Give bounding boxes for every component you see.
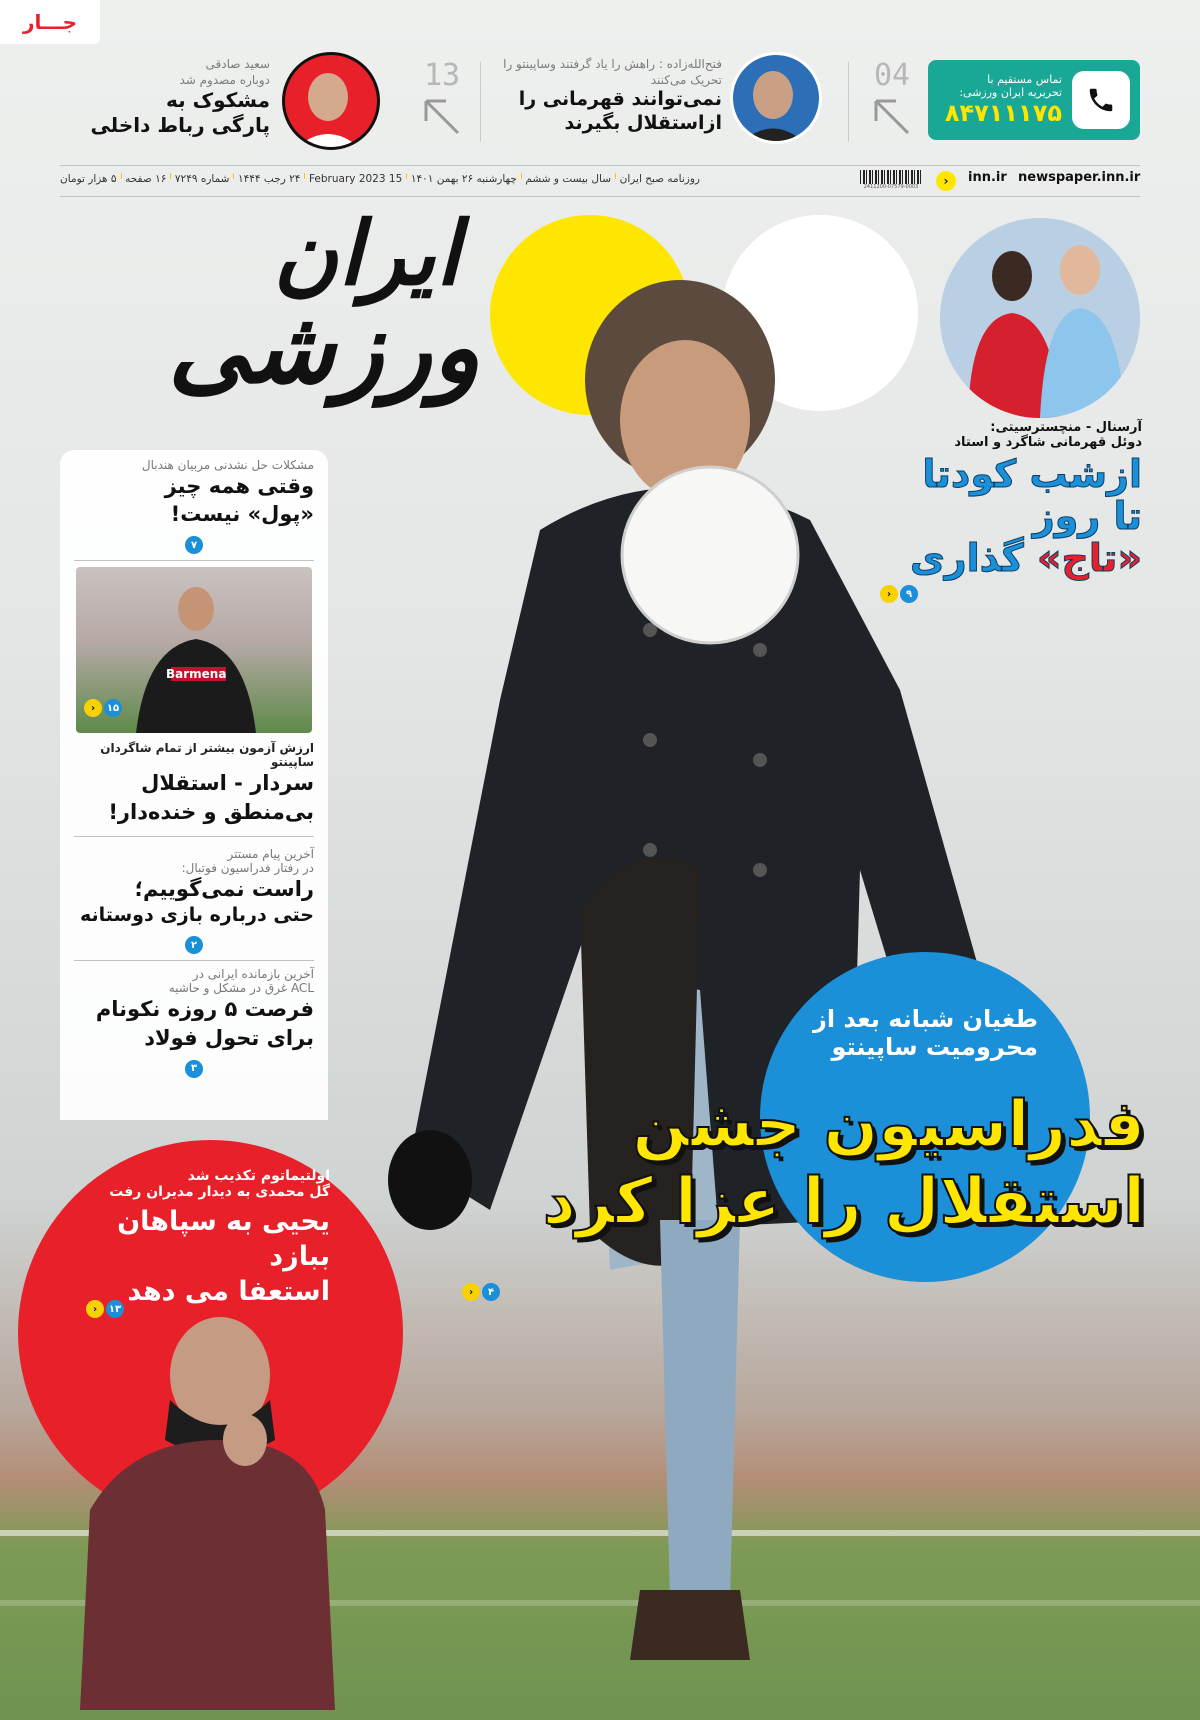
site-link-newspaper[interactable]: newspaper.inn.ir <box>1018 170 1141 185</box>
issue-info-row <box>60 173 700 185</box>
page-pointer[interactable] <box>74 533 314 555</box>
page-number-badge: ۴ <box>482 1283 500 1301</box>
site-link-inn[interactable]: inn.ir <box>968 170 1007 185</box>
golmohammadi-figure <box>70 1290 340 1710</box>
issue-info-item: ۵ هزار تومان <box>60 173 117 185</box>
teaser-04-story[interactable] <box>500 56 722 136</box>
page-pointer[interactable] <box>74 933 314 955</box>
main-story-head2: استقلال را عزا کرد <box>542 1165 1145 1240</box>
divider <box>480 62 481 142</box>
divider <box>60 196 1140 197</box>
teaser-13-headline1: مشکوک به <box>166 88 270 113</box>
teaser-04-headline2: ازاستقلال بگیرند <box>564 112 722 135</box>
arrow-up-left-icon <box>868 93 916 141</box>
arrow-up-left-icon <box>418 93 466 141</box>
left-story-kicker: ACL غرق در مشکل و حاشیه <box>168 981 314 996</box>
main-story-kicker1: طغیان شبانه بعد از <box>813 1005 1038 1033</box>
left-story-head: وقتی همه چیز <box>164 474 314 498</box>
main-story-headline[interactable] <box>400 1088 1145 1240</box>
teaser-04-headline1: نمی‌توانند قهرمانی را <box>518 88 722 111</box>
left-story-head: فرصت ۵ روزه نکونام <box>95 997 314 1022</box>
teaser-index-04: 04 <box>868 58 916 148</box>
logo-line1: ایران <box>273 202 460 305</box>
divider <box>60 165 1140 166</box>
chevron-left-icon[interactable]: ‹ <box>936 171 956 191</box>
teaser-04-kicker: فتح‌الله‌زاده : راهش را یاد گرفتند وساپینتو را تحریک می‌کنند <box>503 57 722 88</box>
phone-icon[interactable] <box>1072 71 1130 129</box>
page-number-badge: ۱۳ <box>106 1300 124 1318</box>
left-story-kicker: آخرین بازمانده ایرانی در <box>192 967 314 982</box>
left-story-kicker: در رفتار فدراسیون فوتبال: <box>181 860 314 875</box>
page-number-badge: ۳ <box>185 1060 203 1078</box>
left-story-head: بی‌منطق و خنده‌دار! <box>108 799 314 824</box>
page-pointer[interactable] <box>880 585 1142 603</box>
teaser-13-story[interactable] <box>60 56 270 138</box>
issue-info-item: ۱۶ صفحه <box>125 173 167 185</box>
left-story-azmoun[interactable] <box>60 739 328 826</box>
issue-info-item: سال بیست و ششم <box>525 173 612 185</box>
left-story-kicker: مشکلات حل نشدنی مربیان هندبال <box>141 458 314 472</box>
right-story-head1: ازشب کودتا <box>922 452 1142 496</box>
teaser-index-13: 13 <box>418 58 466 148</box>
issue-info-item: ۲۴ رجب ۱۴۴۴ <box>238 173 301 185</box>
contact-line1: تماس مستقیم با <box>987 73 1062 86</box>
barcode: 2411200-07579-0003 <box>860 170 922 192</box>
red-story-head1: یحیی به سپاهان ببازد <box>117 1206 330 1273</box>
teaser-13-kicker1: سعید صادقی <box>205 57 270 71</box>
contact-box <box>928 60 1140 140</box>
sardar-azmoun-photo <box>76 567 312 733</box>
left-story-foolad[interactable] <box>60 967 328 1077</box>
right-story[interactable] <box>880 420 1142 603</box>
left-news-panel <box>60 450 328 1120</box>
divider <box>848 62 849 142</box>
right-story-head3: «تاج» گذاری <box>909 535 1142 580</box>
chevron-right-icon: › <box>462 1283 480 1301</box>
left-story-head: برای تحول فولاد <box>144 1025 314 1050</box>
teaser-13-kicker2: دوباره مصدوم شد <box>179 73 270 88</box>
issue-info-item: شماره ۷۲۴۹ <box>174 173 230 185</box>
red-story-kicker1: اولتیماتوم تکذیب شد <box>187 1168 330 1184</box>
page-number-badge: ۲ <box>185 936 203 954</box>
page-pointer[interactable] <box>462 1283 500 1301</box>
right-story-head2: تا روز <box>1032 493 1142 538</box>
red-story-head2: استعفا می دهد <box>127 1276 330 1308</box>
main-story-head1: فدراسیون جشن <box>632 1088 1145 1162</box>
left-story-head: حتی درباره بازی دوستانه <box>79 904 314 927</box>
right-story-kicker1: آرسنال - منچسترسیتی: <box>990 420 1142 435</box>
issue-info-item: چهارشنبه ۲۶ بهمن ۱۴۰۱ <box>410 173 517 185</box>
left-story-handball[interactable] <box>60 450 328 554</box>
main-story-kicker <box>770 1005 1038 1061</box>
left-story-head: راست نمی‌گوییم؛ <box>134 876 314 901</box>
page-pointer[interactable] <box>84 699 122 717</box>
shirt-sponsor-text: Barmena <box>166 667 227 682</box>
arsenal-mancity-photo <box>940 218 1140 418</box>
issue-info-item: روزنامه صبح ایران <box>619 173 700 185</box>
page-pointer[interactable] <box>74 1056 314 1078</box>
logo-line2: ورزشی <box>167 289 480 406</box>
contact-line2: تحریریه ایران ورزشی: <box>959 86 1062 99</box>
left-story-kicker: آخرین پیام مستتر <box>227 846 314 861</box>
left-story-federation[interactable] <box>60 847 328 954</box>
contact-number[interactable]: ۸۴۷۱۱۱۷۵ <box>944 99 1062 127</box>
right-story-kicker2: دوئل قهرمانی شاگرد و استاد <box>954 435 1142 450</box>
page-number-badge: ۱۵ <box>104 699 122 717</box>
brand-tag: جـــار <box>0 0 100 44</box>
main-story-kicker2: محرومیت ساپینتو <box>831 1033 1038 1061</box>
red-story[interactable] <box>60 1168 330 1309</box>
teaser-13-headline2: پارگی رباط داخلی <box>90 113 270 138</box>
left-story-head: سردار - استقلال <box>141 771 314 796</box>
page-number-badge: ۹ <box>900 585 918 603</box>
left-story-kicker: ارزش آزمون بیشتر از تمام شاگردان ساپینتو <box>100 741 314 770</box>
left-story-head: «پول» نیست! <box>170 502 314 527</box>
chevron-right-icon: › <box>880 585 898 603</box>
fathollahzadeh-photo <box>730 52 822 144</box>
chevron-right-icon: › <box>84 699 102 717</box>
red-story-kicker2: گل محمدی به دیدار مدیران رفت <box>109 1184 330 1200</box>
page-number-badge: ۷ <box>185 536 203 554</box>
issue-info-item: 15 February 2023 <box>308 173 403 185</box>
saeed-sadeghi-photo <box>282 52 380 150</box>
chevron-right-icon: › <box>86 1300 104 1318</box>
newspaper-logo <box>60 202 480 425</box>
